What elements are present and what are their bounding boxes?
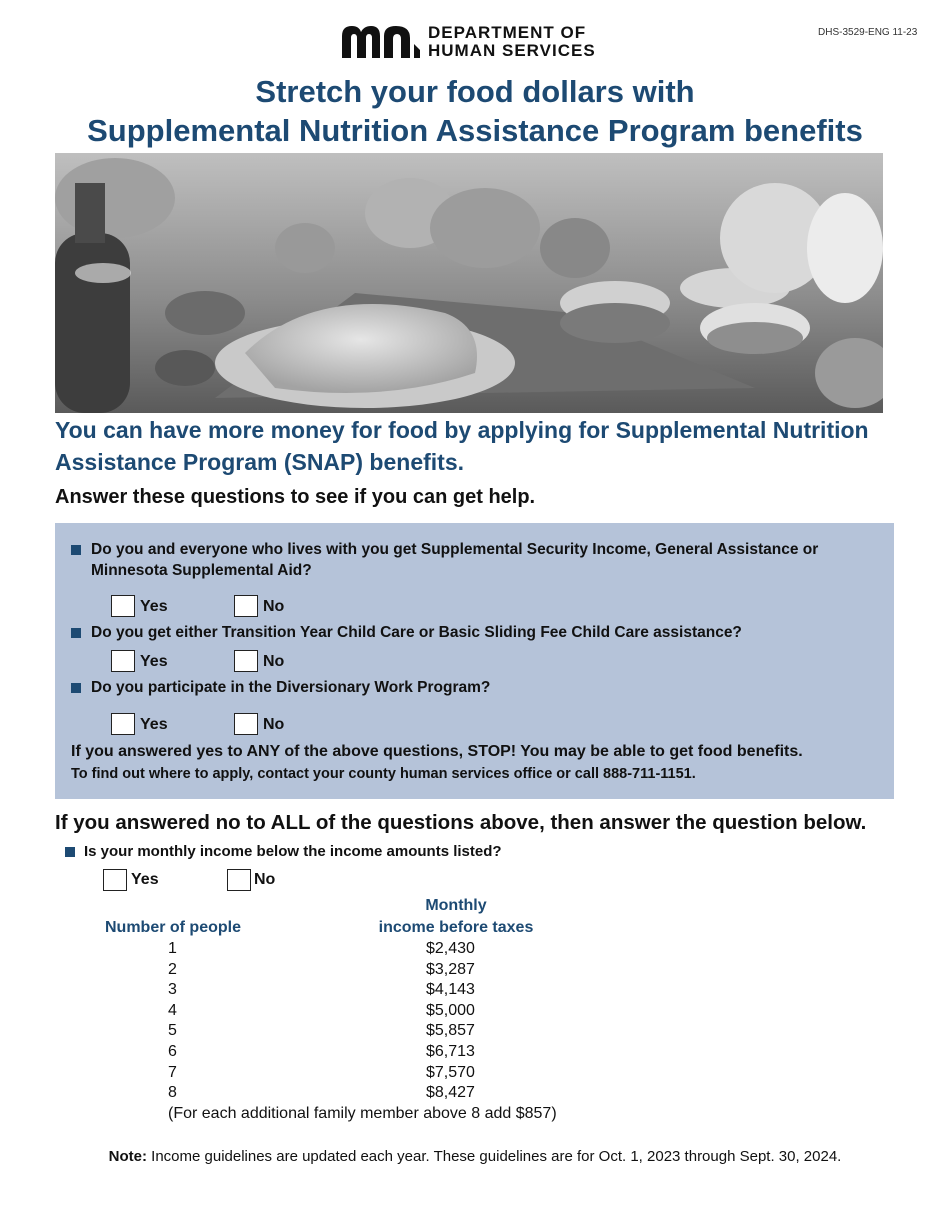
dept-line-2: HUMAN SERVICES — [428, 41, 596, 60]
table-cell-people: 7 — [168, 1063, 177, 1081]
table-cell-people: 1 — [168, 940, 177, 957]
title-line-1: Stretch your food dollars with — [255, 74, 695, 109]
income-no-checkbox[interactable] — [227, 869, 251, 891]
table-cell-people: 5 — [168, 1022, 177, 1040]
footer-note — [0, 1148, 950, 1165]
contact-message: To find out where to apply, contact your county human services office or call 888-711-1151. — [71, 766, 696, 782]
bullet-icon — [71, 628, 81, 638]
question-1-yes-label: Yes — [140, 598, 168, 615]
question-3-yes-checkbox[interactable] — [111, 713, 135, 735]
mn-logo — [340, 24, 420, 58]
answer-prompt: Answer these questions to see if you can get help. — [55, 486, 536, 508]
table-cell-income: $6,713 — [426, 1043, 475, 1060]
table-cell-people: 6 — [168, 1043, 177, 1060]
table-cell-income: $8,427 — [426, 1084, 475, 1102]
form-code: DHS-3529-ENG 11-23 — [818, 27, 918, 38]
stop-message: If you answered yes to ANY of the above questions, STOP! You may be able to get food benefits. — [71, 743, 803, 760]
question-1-yes-checkbox[interactable] — [111, 595, 135, 617]
question-1: Do you and everyone who lives with you get Supplemental Security Income, General Assistance or Minnesota Supplemental Aid? — [91, 541, 819, 579]
section2-heading: If you answered no to ALL of the questions above, then answer the question below. — [55, 811, 867, 834]
table-cell-people: 4 — [168, 1001, 177, 1019]
question-3-no-label: No — [263, 716, 285, 733]
bullet-icon — [71, 545, 81, 555]
table-cell-people: 3 — [168, 981, 177, 999]
question-3-yes-label: Yes — [140, 716, 168, 733]
income-question: Is your monthly income below the income amounts listed? — [84, 843, 502, 860]
table-header-income-line2: income before taxes — [378, 919, 534, 936]
question-2: Do you get either Transition Year Child Care or Basic Sliding Fee Child Care assistance? — [91, 624, 742, 641]
table-footnote: (For each additional family member above 8 add $857) — [168, 1104, 557, 1122]
question-3: Do you participate in the Diversionary Work Program? — [91, 679, 491, 696]
table-cell-income: $2,430 — [426, 940, 475, 957]
eligibility-questions-box — [55, 523, 894, 799]
question-2-yes-checkbox[interactable] — [111, 650, 135, 672]
income-yes-checkbox[interactable] — [103, 869, 127, 891]
income-no-label: No — [254, 871, 276, 888]
table-header-income-line1: Monthly — [425, 897, 487, 914]
note-text: Income guidelines are updated each year. These guidelines are for Oct. 1, 2023 through Sept. 30, 2024. — [146, 1148, 842, 1165]
question-3-no-checkbox[interactable] — [234, 713, 258, 735]
table-cell-income: $4,143 — [426, 981, 475, 999]
title-line-2: Supplemental Nutrition Assistance Program benefits — [87, 113, 863, 148]
bullet-icon — [71, 683, 81, 693]
table-header-people: Number of people — [104, 919, 241, 936]
question-1-no-checkbox[interactable] — [234, 595, 258, 617]
department-name — [428, 24, 596, 60]
table-cell-people: 8 — [168, 1084, 177, 1102]
income-yes-label: Yes — [131, 871, 159, 888]
question-2-no-label: No — [263, 653, 285, 670]
page-title — [0, 72, 950, 150]
bullet-icon — [65, 847, 75, 857]
note-label: Note: — [108, 1148, 147, 1165]
table-cell-income: $7,570 — [426, 1063, 475, 1081]
table-cell-income: $3,287 — [426, 960, 475, 978]
dept-line-1: DEPARTMENT OF — [428, 23, 587, 42]
table-cell-people: 2 — [168, 960, 177, 978]
question-2-yes-label: Yes — [140, 653, 168, 670]
food-photo — [55, 153, 883, 413]
table-cell-income: $5,857 — [426, 1022, 475, 1040]
question-2-no-checkbox[interactable] — [234, 650, 258, 672]
table-cell-income: $5,000 — [426, 1001, 475, 1019]
intro-text: You can have more money for food by applying for Supplemental Nutrition Assistance Program (SNAP) benefits. — [55, 417, 869, 475]
question-1-no-label: No — [263, 598, 285, 615]
